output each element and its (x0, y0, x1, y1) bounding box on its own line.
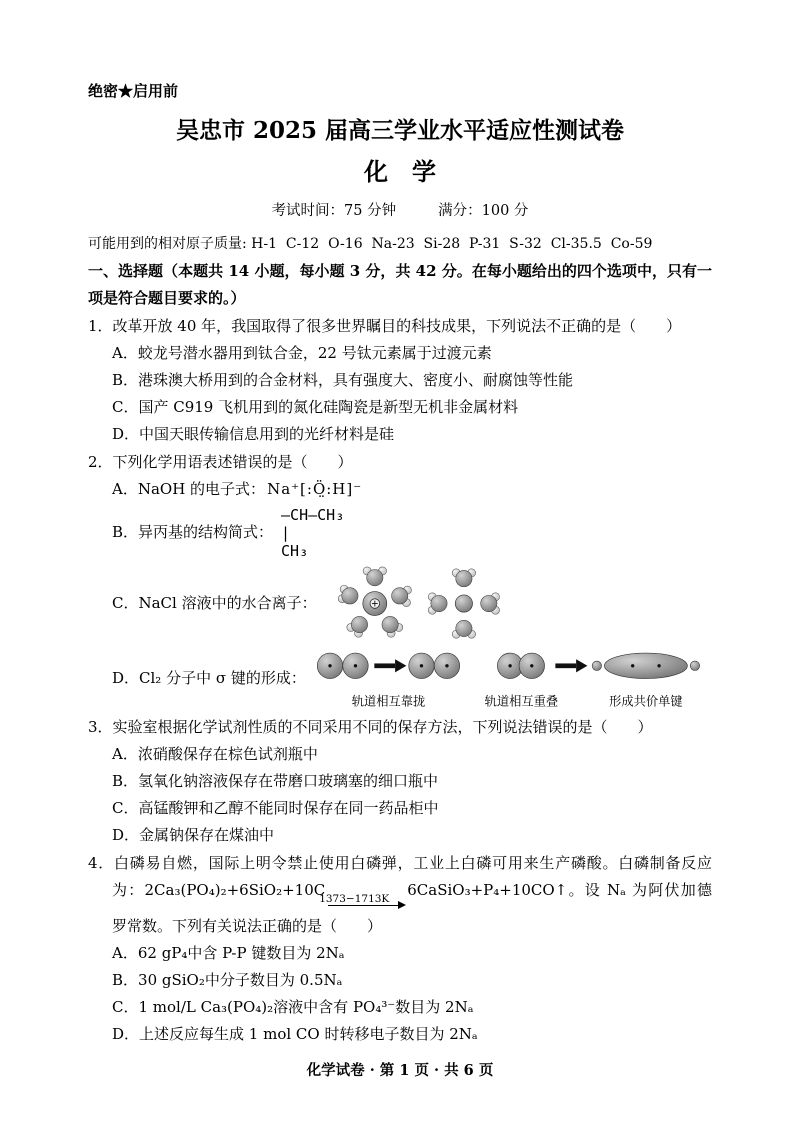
arrow-icon (374, 659, 406, 672)
water-molecule (338, 585, 358, 604)
q3-option-a: A．浓硝酸保存在棕色试剂瓶中 (112, 744, 318, 763)
orbital-caption-bond: 形成共价单键 (608, 694, 683, 709)
q1-stem: 1．改革开放 40 年，我国取得了很多世界瞩目的科技成果，下列说法不正确的是（ ） (88, 316, 682, 335)
q2-option-b (112, 503, 712, 563)
q2-option-a-label: A．NaOH 的电子式： (112, 479, 266, 498)
orbital-overlap-diagram (314, 645, 710, 713)
electron-formula: Na⁺[:Ö̤:H]⁻ (267, 479, 363, 498)
q3-option-c: C．高锰酸钾和乙醇不能同时保存在同一药品柜中 (112, 798, 439, 817)
water-molecule (363, 567, 386, 586)
q4-stem (88, 850, 712, 940)
water-molecule (382, 616, 403, 637)
question-3 (88, 714, 712, 849)
q2-option-a (112, 476, 712, 503)
hydrated-ions-diagram (325, 563, 507, 645)
section-title: 一、选择题（本题共 14 小题，每小题 3 分，共 42 分。在每小题给出的四个选项中，只有一项是符合题目要求的。） (88, 261, 712, 307)
full-score: 满分：100 分 (438, 202, 529, 219)
orbital-caption-overlap: 轨道相互重叠 (484, 694, 559, 709)
arrow-shaft-icon (328, 905, 404, 913)
orbital-caption-approach: 轨道相互靠拢 (351, 694, 426, 709)
q2-option-c-label: C．NaCl 溶液中的水合离子： (112, 594, 317, 613)
covalent-bond-orbital (592, 653, 699, 678)
q2-option-c (112, 563, 712, 645)
page-title: 吴忠市 2025 届高三学业水平适应性测试卷 (175, 117, 625, 144)
q3-option-d: D．金属钠保存在煤油中 (112, 825, 275, 844)
q4-option-d: D．上述反应每生成 1 mol CO 时转移电子数目为 2Nₐ (112, 1024, 478, 1043)
central-anion (455, 595, 472, 612)
q4-option-a: A．62 gP₄中含 P-P 键数目为 2Nₐ (112, 943, 345, 962)
atomic-masses: 可能用到的相对原子质量: H-1 C-12 O-16 Na-23 Si-28 P-31 S-32 Cl-35.5 Co-59 (88, 235, 653, 252)
reaction-condition: 1373−1713K (319, 892, 390, 905)
q3-options (88, 741, 712, 849)
page-footer: 化学试卷 · 第 1 页 · 共 6 页 (306, 1062, 494, 1079)
water-molecule (452, 620, 475, 638)
exam-info (88, 199, 712, 220)
q4-stem-text-1: 4．白磷易自燃，国际上明令禁止使用白磷弹，工业上白磷可用来生产磷酸。白磷制备反应为：2Ca₃(PO₄)₂+6SiO₂+10C (88, 853, 712, 899)
question-2 (88, 449, 712, 713)
q2-stem: 2．下列化学用语表述错误的是（ ） (88, 452, 353, 471)
water-molecule (428, 593, 447, 614)
hydrated-ion-cluster-left (338, 567, 411, 637)
water-molecule (391, 586, 411, 606)
reaction-arrow (319, 892, 404, 913)
orbitals-approaching (409, 653, 460, 678)
q3-stem: 3．实验室根据化学试剂性质的不同采用不同的保存方法，下列说法错误的是（ ） (88, 717, 653, 736)
q1-option-b: B．港珠澳大桥用到的合金材料，具有强度大、密度小、耐腐蚀等性能 (112, 370, 574, 389)
arrow-icon (555, 659, 587, 672)
exam-time: 考试时间：75 分钟 (271, 202, 397, 219)
q4-option-c: C．1 mol/L Ca₃(PO₄)₂溶液中含有 PO₄³⁻数目为 2Nₐ (112, 997, 474, 1016)
q4-stem-text-2: 6CaSiO₃+P₄+10CO↑。设 Nₐ 为阿伏加德罗常数。下列有关说法正确的是（ ） (112, 880, 712, 935)
q1-option-c: C．国产 C919 飞机用到的氮化硅陶瓷是新型无机非金属材料 (112, 397, 519, 416)
plus-charge-icon (370, 598, 380, 608)
q2-option-d (112, 645, 712, 713)
q1-options (88, 340, 712, 448)
hydrated-ion-cluster-right (428, 569, 499, 638)
q2-option-b-label: B．异丙基的结构简式： (112, 523, 274, 542)
q4-option-b: B．30 gSiO₂中分子数目为 0.5Nₐ (112, 970, 343, 989)
q2-options (88, 476, 712, 713)
water-molecule (346, 616, 367, 637)
question-4 (88, 850, 712, 1048)
orbitals-apart (317, 653, 368, 678)
structure-line: —CH—CH₃ (281, 505, 345, 524)
q1-option-d: D．中国天眼传输信息用到的光纤材料是硅 (112, 424, 395, 443)
water-molecule (452, 569, 475, 587)
water-molecule (480, 593, 499, 614)
q2-option-d-label: D．Cl₂ 分子中 σ 键的形成： (112, 669, 306, 688)
q4-options (88, 940, 712, 1048)
orbitals-overlapping (497, 653, 544, 678)
structural-formula (281, 503, 344, 563)
q1-option-a: A．蛟龙号潜水器用到钛合金，22 号钛元素属于过渡元素 (112, 343, 492, 362)
secrecy-notice: 绝密★启用前 (88, 82, 179, 100)
q3-option-b: B．氢氧化钠溶液保存在带磨口玻璃塞的细口瓶中 (112, 771, 439, 790)
structure-line: CH₃ (281, 541, 309, 560)
structure-line: | (281, 523, 291, 542)
question-1 (88, 313, 712, 448)
subject-title: 化 学 (364, 156, 436, 186)
